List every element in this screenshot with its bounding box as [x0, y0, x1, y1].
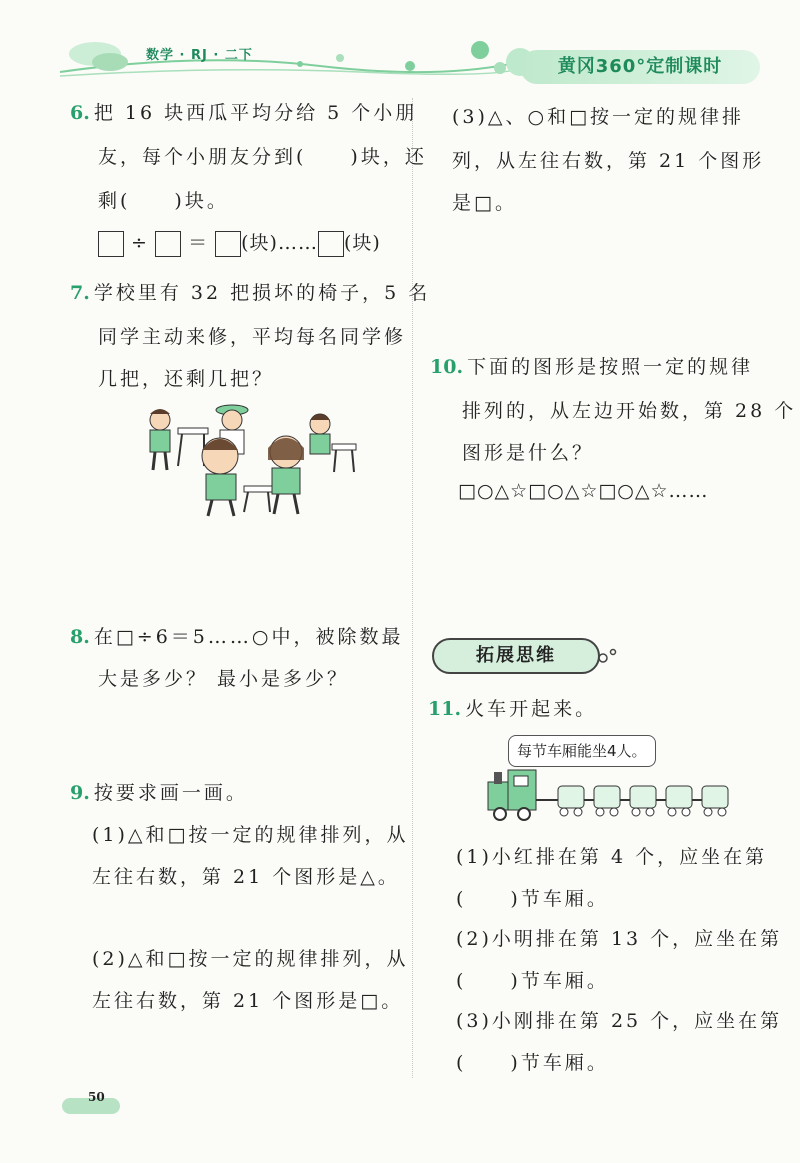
brand-title: 黄冈360°定制课时: [520, 50, 760, 84]
section-title-extension-thinking: 拓展思维: [432, 638, 600, 674]
answer-box[interactable]: [155, 231, 181, 257]
subject-label: 数学 · RJ · 二下: [146, 48, 253, 63]
q6-number: 6.: [70, 102, 90, 124]
page-number: 50: [88, 1090, 105, 1104]
q9-part3-line3: 是□。: [452, 192, 517, 214]
q6-equation: ÷ ＝ (块)…… (块): [98, 228, 381, 257]
q10-line1: 10. 下面的图形是按照一定的规律: [430, 356, 754, 378]
answer-box[interactable]: [318, 231, 344, 257]
q11-intro: 11. 火车开起来。: [428, 698, 598, 720]
q10-shape-sequence: □○△☆□○△☆□○△☆……: [458, 480, 709, 502]
q10-number: 10.: [430, 356, 464, 378]
q6-line3: 剩( )块。: [98, 190, 229, 212]
q11-part2-line2: ( )节车厢。: [456, 970, 609, 992]
q11-part1-line2: ( )节车厢。: [456, 888, 609, 910]
q8-number: 8.: [70, 626, 90, 648]
q7-line1: 7. 学校里有 32 把损坏的椅子，5 名: [70, 282, 431, 304]
q9-part2-line2: 左往右数，第 21 个图形是□。: [92, 990, 404, 1012]
speech-bubble: 每节车厢能坐4人。: [508, 735, 656, 767]
q9-number: 9.: [70, 782, 90, 804]
q6-line1: 6. 把 16 块西瓜平均分给 5 个小朋: [70, 102, 418, 124]
q7-line3: 几把，还剩几把？: [98, 368, 275, 390]
q9-part2-line1: (2)△和□按一定的规律排列，从: [92, 948, 409, 970]
q9-part1-line2: 左往右数，第 21 个图形是△。: [92, 866, 400, 888]
q8-line1: 8. 在□÷6＝5……○中，被除数最: [70, 626, 404, 648]
q11-part1-line1: (1)小红排在第 4 个，应坐在第: [456, 846, 768, 868]
q10-line3: 图形是什么？: [462, 442, 595, 464]
bubble-dots-icon: [598, 646, 618, 666]
answer-box[interactable]: [215, 231, 241, 257]
q10-line2: 排列的，从左边开始数，第 28 个: [462, 400, 797, 422]
train-illustration: [484, 764, 744, 824]
q11-number: 11.: [428, 698, 462, 720]
answer-box[interactable]: [98, 231, 124, 257]
q11-part3-line1: (3)小刚排在第 25 个，应坐在第: [456, 1010, 783, 1032]
q7-line2: 同学主动来修，平均每名同学修: [98, 326, 407, 348]
q9-part3-line1: (3)△、○和□按一定的规律排: [452, 106, 745, 128]
q6-line2: 友，每个小朋友分到( )块，还: [98, 146, 427, 168]
q9-intro: 9. 按要求画一画。: [70, 782, 248, 804]
q8-line2: 大是多少？ 最小是多少？: [98, 668, 350, 690]
column-divider: [412, 98, 413, 1078]
q9-part1-line1: (1)△和□按一定的规律排列，从: [92, 824, 409, 846]
q9-part3-line2: 列，从左往右数，第 21 个图形: [452, 150, 765, 172]
q7-number: 7.: [70, 282, 90, 304]
q11-part2-line1: (2)小明排在第 13 个，应坐在第: [456, 928, 783, 950]
q11-part3-line2: ( )节车厢。: [456, 1052, 609, 1074]
children-repairing-chairs-illustration: [140, 400, 370, 520]
